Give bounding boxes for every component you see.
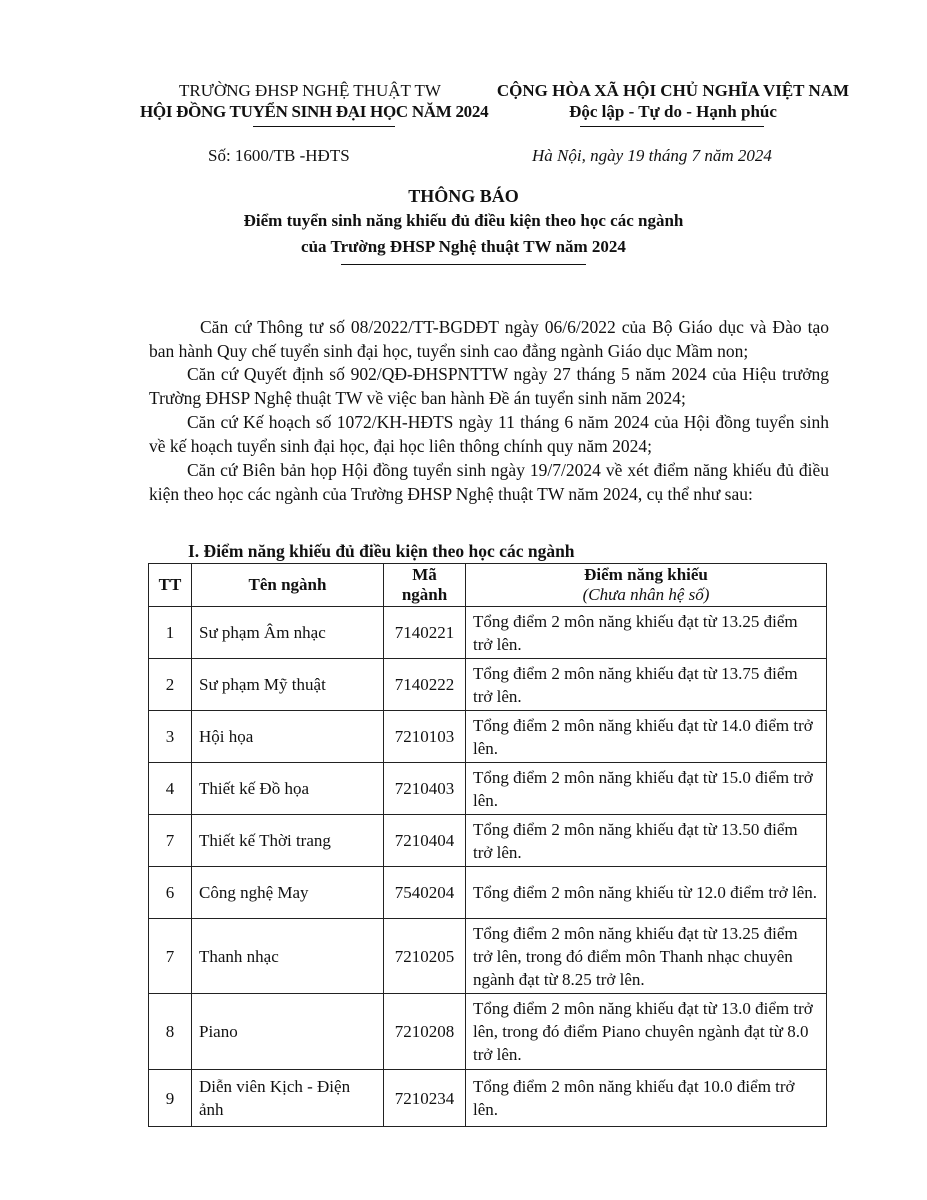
basis-paragraph-4: Căn cứ Biên bản họp Hội đồng tuyển sinh ngày 19/7/2024 về xét điểm năng khiếu đủ điều kiện theo học các ngành của Trường ĐHSP Nghệ thuật TW năm 2024, cụ thể như sau:	[149, 460, 829, 504]
row-score: Tổng điểm 2 môn năng khiếu đạt từ 13.75 điểm trở lên.	[466, 659, 827, 711]
basis-paragraph-3: Căn cứ Kế hoạch số 1072/KH-HĐTS ngày 11 tháng 6 năm 2024 của Hội đồng tuyển sinh về kế hoạch tuyển sinh đại học, đại học liên thông chính quy năm 2024;	[149, 412, 829, 456]
table-row	[149, 1070, 827, 1127]
row-code: 7210403	[384, 763, 466, 815]
row-tt: 7	[149, 815, 192, 867]
row-score: Tổng điểm 2 môn năng khiếu đạt từ 15.0 điểm trở lên.	[466, 763, 827, 815]
row-name: Thanh nhạc	[192, 919, 384, 994]
section-title: I. Điểm năng khiếu đủ điều kiện theo học các ngành	[188, 541, 575, 561]
row-code: 7140222	[384, 659, 466, 711]
row-name: Piano	[192, 994, 384, 1070]
row-score: Tổng điểm 2 môn năng khiếu đạt 10.0 điểm trở lên.	[466, 1070, 827, 1127]
school-name: TRƯỜNG ĐHSP NGHỆ THUẬT TW	[179, 81, 441, 100]
nation-title: CỘNG HÒA XÃ HỘI CHỦ NGHĨA VIỆT NAM	[496, 81, 850, 100]
row-code: 7210205	[384, 919, 466, 994]
row-tt: 9	[149, 1070, 192, 1127]
row-score: Tổng điểm 2 môn năng khiếu đạt từ 13.25 điểm trở lên.	[466, 607, 827, 659]
document-date: Hà Nội, ngày 19 tháng 7 năm 2024	[532, 146, 772, 165]
row-score: Tổng điểm 2 môn năng khiếu đạt từ 13.25 điểm trở lên, trong đó điểm môn Thanh nhạc chuyên ngành đạt từ 8.25 trở lên.	[466, 919, 827, 994]
row-score: Tổng điểm 2 môn năng khiếu đạt từ 14.0 điểm trở lên.	[466, 711, 827, 763]
notice-title: THÔNG BÁO	[408, 186, 519, 206]
row-code: 7210103	[384, 711, 466, 763]
notice-subtitle-line1: Điểm tuyển sinh năng khiếu đủ điều kiện theo học các ngành	[243, 211, 684, 230]
header-score-note: (Chưa nhân hệ số)	[582, 585, 710, 604]
row-code: 7210208	[384, 994, 466, 1070]
left-header-rule	[253, 126, 395, 127]
row-name: Thiết kế Đồ họa	[192, 763, 384, 815]
row-tt: 2	[149, 659, 192, 711]
table-row	[149, 815, 827, 867]
row-tt: 1	[149, 607, 192, 659]
right-header-rule	[580, 126, 764, 127]
notice-subtitle-line2: của Trường ĐHSP Nghệ thuật TW năm 2024	[301, 237, 626, 256]
header-code	[384, 564, 466, 607]
nation-motto: Độc lập - Tự do - Hạnh phúc	[569, 102, 777, 121]
row-name: Sư phạm Âm nhạc	[192, 607, 384, 659]
row-name: Diễn viên Kịch - Điện ảnh	[192, 1070, 384, 1127]
row-tt: 6	[149, 867, 192, 919]
basis-paragraph-2: Căn cứ Quyết định số 902/QĐ-ĐHSPNTTW ngày 27 tháng 5 năm 2024 của Hiệu trưởng Trường ĐHSP Nghệ thuật TW về việc ban hành Đề án tuyển sinh năm 2024;	[149, 364, 829, 408]
row-tt: 4	[149, 763, 192, 815]
basis-paragraph-1: Căn cứ Thông tư số 08/2022/TT-BGDĐT ngày 06/6/2022 của Bộ Giáo dục và Đào tạo ban hành Quy chế tuyển sinh đại học, tuyển sinh cao đẳng ngành Giáo dục Mầm non;	[149, 317, 829, 361]
row-code: 7540204	[384, 867, 466, 919]
table-row	[149, 994, 827, 1070]
row-name: Sư phạm Mỹ thuật	[192, 659, 384, 711]
score-table	[148, 563, 827, 1127]
row-code: 7210404	[384, 815, 466, 867]
row-name: Thiết kế Thời trang	[192, 815, 384, 867]
row-code: 7210234	[384, 1070, 466, 1127]
table-row	[149, 659, 827, 711]
header-code-line1: Mã	[412, 565, 437, 584]
row-score: Tổng điểm 2 môn năng khiếu đạt từ 13.50 điểm trở lên.	[466, 815, 827, 867]
table-row	[149, 763, 827, 815]
row-tt: 7	[149, 919, 192, 994]
row-tt: 3	[149, 711, 192, 763]
row-name: Hội họa	[192, 711, 384, 763]
title-rule	[341, 264, 586, 265]
row-code: 7140221	[384, 607, 466, 659]
table-row	[149, 607, 827, 659]
row-tt: 8	[149, 994, 192, 1070]
header-code-line2: ngành	[401, 585, 448, 604]
header-score	[466, 564, 827, 607]
row-score: Tổng điểm 2 môn năng khiếu từ 12.0 điểm trở lên.	[466, 867, 827, 919]
table-header-row	[149, 564, 827, 607]
table-row	[149, 867, 827, 919]
row-name: Công nghệ May	[192, 867, 384, 919]
header-score-label: Điểm năng khiếu	[584, 565, 708, 584]
council-name: HỘI ĐỒNG TUYỂN SINH ĐẠI HỌC NĂM 2024	[140, 102, 489, 121]
header-name: Tên ngành	[192, 564, 384, 607]
table-row	[149, 919, 827, 994]
document-number: Số: 1600/TB -HĐTS	[208, 146, 350, 165]
row-score: Tổng điểm 2 môn năng khiếu đạt từ 13.0 điểm trở lên, trong đó điểm Piano chuyên ngành đạt từ 8.0 trở lên.	[466, 994, 827, 1070]
header-tt: TT	[149, 564, 192, 607]
table-row	[149, 711, 827, 763]
